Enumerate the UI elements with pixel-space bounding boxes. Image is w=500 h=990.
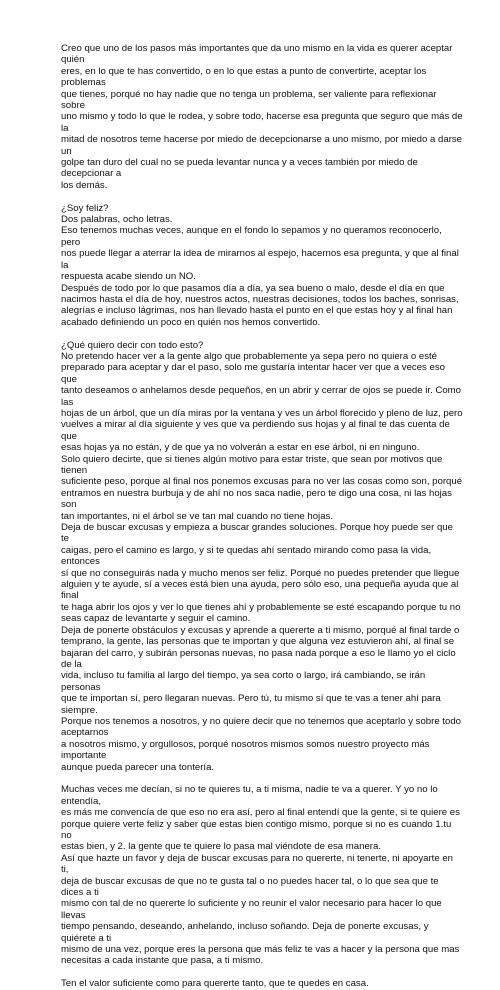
paragraph-closing: Ten el valor suficiente como para quererte tanto, que te quedes en casa. [61,978,369,990]
paragraph-gap [61,773,463,784]
document-page [61,43,463,990]
paragraph-muchas-veces: Muchas veces me decían, si no te quieres tu, a ti misma, nadie te va a querer. Y yo no lo entendía, es más me convencía de que eso no era así, pero al final entendí que la gente, si te quiere es porque quiere verte feliz y saber que estas bien contigo mismo, porque si no es cuando 1.tu no estas bien, y 2. la gente que te quiere lo pasa mal viéndote de esa manera. Así que hazte un favor y deja de buscar excusas para no quererte, ni tenerte, ni apoyarte en ti, deja de buscar excusas de que no te gusta tal o no puedes hacer tal, o lo que sea que te dices a ti mismo con tal de no quererte lo suficiente y no reunir el valor necesario para hacer lo que llevas tiempo pensando, deseando, anhelando, incluso soñando. Deja de ponerte excusas, y quiérete a ti mismo de una vez, porque eres la persona que más feliz te vas a hacer y la persona que mas necesitas a cada instante que pasa, a ti mismo. [61,784,460,967]
paragraph-intro: Creo que uno de los pasos más importantes que da uno mismo en la vida es querer aceptar quién eres, en lo que te has convertido, o en lo que estas a punto de convertirte, aceptar los problemas que tienes, porqué no hay nadie que no tenga un problema, ser valiente para reflexionar sobre uno mismo y todo lo que le rodea, y sobre todo, hacerse esa pregunta que seguro que más de la mitad de nosotros teme hacerse por miedo de decepcionarse a uno mismo, por miedo a darse un golpe tan duro del cual no se pueda levantar nunca y a veces también por miedo de decepcionar a los demás. [61,43,463,191]
paragraph-que-quiero-decir: ¿Qué quiero decir con todo esto? No pretendo hacer ver a la gente algo que probablemente ya sepa pero no quiera o esté preparado para aceptar y dar el paso, solo me gustaría intentar hacer ver que a veces eso que tanto deseamos o anhelamos desde pequeños, en un abrir y cerrar de ojos se puede ir. Como las hojas de un árbol, que un día miras por la ventana y ves un árbol florecido y pleno de luz, pero vuelves a mirar al día siguiente y ves que va perdiendo sus hojas y al final te das cuenta de que esas hojas ya no están, y de que ya no volverán a estar en ese árbol, ni en ninguno. Solo quiero decirte, que si tienes algún motivo para estar triste, que sean por motivos que tienen suficiente peso, porque al final nos ponemos excusas para no ver las cosas como son, porqué entramos en nuestra burbuja y de ahí no nos saca nadie, pero te digo una cosa, ni las hojas son tan importantes, ni el árbol se ve tan mal cuando no tiene hojas. Deja de buscar excusas y empieza a buscar grandes soluciones. Porque hoy puede ser que te caigas, pero el camino es largo, y si te quedas ahí sentado mirando como pasa la vida, entonces sí que no conseguirás nada y mucho menos ser feliz. Porqué no puedes pretender que llegue alguien y te ayude, sí a veces está bien una ayuda, pero sólo eso, una pequeña ayuda que al final te haga abrir los ojos y ver lo que tienes ahí y probablemente se esté escapando porque tu no seas capaz de levantarte y seguir el camino. Deja de ponerte obstáculos y excusas y aprende a quererte a ti mismo, porqué al final tarde o temprano, la gente, las personas que te importan y que alguna vez estuvieron ahí, al final se bajaran del carro, y subirán personas nuevas, no pasa nada porque a eso le llamo yo el ciclo de la vida, incluso tu familia al largo del tiempo, ya sea corto o largo, irá cambiando, se irán personas que te importan sí, pero llegaran nuevas. Pero tú, tu mismo sí que te vas a tener ahí para siempre. Porque nos tenemos a nosotros, y no quiere decir que no tenemos que aceptarlo y sobre todo aceptarnos a nosotros mismo, y orgullosos, porqué nosotros mismos somos nuestro proyecto más importante aunque pueda parecer una tontería. [61,339,463,773]
paragraph-soy-feliz: ¿Soy feliz? Dos palabras, ocho letras. Eso tenemos muchas veces, aunque en el fondo lo sepamos y no queramos reconocerlo, pero nos puede llegar a aterrar la idea de mirarnos al espejo, hacernos esa pregunta, y que al final la respuesta acabe siendo un NO. Después de todo por lo que pasamos día a día, ya sea bueno o malo, desde el día en que nacimos hasta el día de hoy, nuestros actos, nuestras decisiones, todos los baches, sonrisas, alegrías e incluso lágrimas, nos han llevado hasta el punto en el que estas hoy y al final han acabado definiendo un poco en quién nos hemos convertido. [61,202,459,328]
paragraph-gap [61,191,463,202]
paragraph-gap [61,967,463,978]
paragraph-gap [61,328,463,339]
